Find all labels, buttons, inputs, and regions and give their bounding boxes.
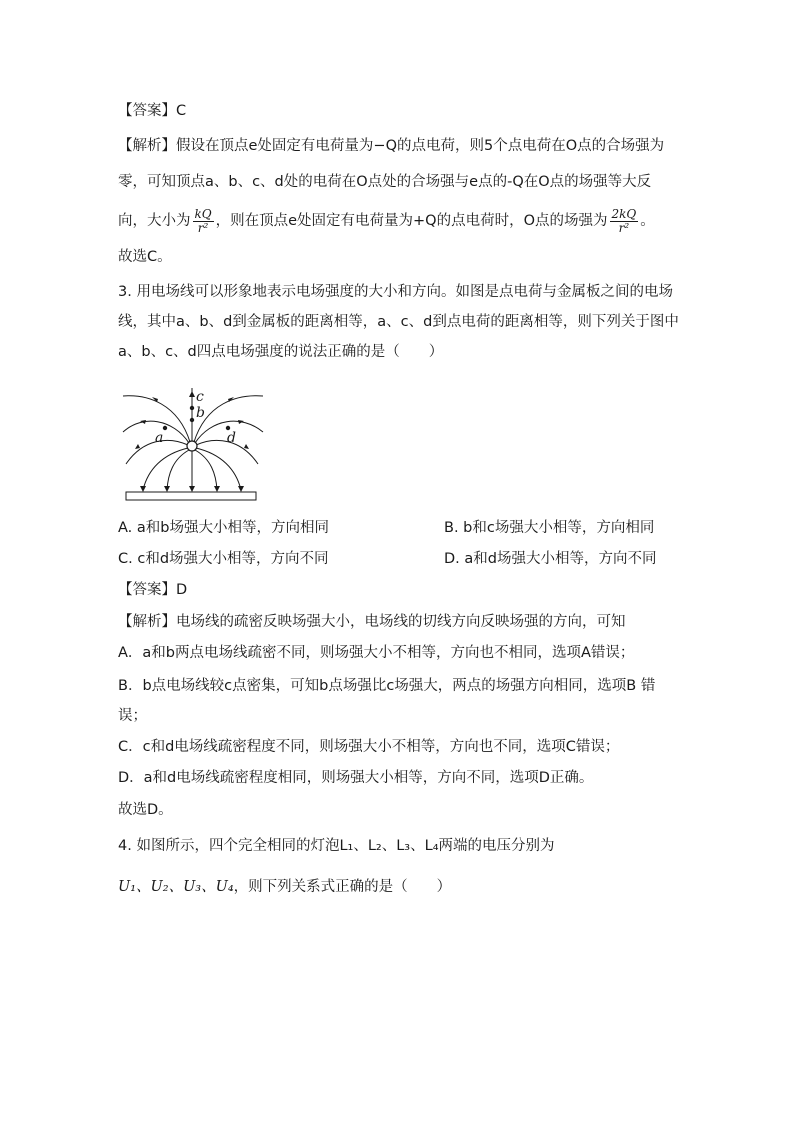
field-line-down-1 — [143, 448, 188, 490]
option-c[interactable]: C. c和d场强大小相等，方向不同 — [118, 551, 329, 567]
field-line-down-5 — [196, 448, 241, 490]
label-b: b — [196, 405, 205, 421]
option-b[interactable]: B. b和c场强大小相等，方向相同 — [444, 520, 655, 536]
point-b-dot — [190, 418, 194, 422]
answer-value: C — [176, 103, 187, 119]
point-charge — [187, 441, 197, 451]
q3-stem-line-1: 3. 用电场线可以形象地表示电场强度的大小和方向。如图是点电荷与金属板之间的电场 — [118, 284, 673, 300]
q3-analysis-line-2: A．a和b两点电场线疏密不同，则场强大小不相等，方向也不相同，选项A错误； — [118, 645, 635, 661]
q3-stem-line-3: a、b、c、d四点电场强度的说法正确的是（ ） — [118, 344, 444, 360]
q3-analysis-line-6: D．a和d电场线疏密程度相同，则场强大小相等，方向不同，选项D正确。 — [118, 770, 594, 786]
fraction-2kq-r2: $\frac{2kQ}{\text{r²}}$ — [611, 206, 637, 235]
field-line-down-4 — [195, 450, 217, 490]
point-a-dot — [163, 426, 167, 430]
q3-stem-line-2: 线，其中a、b、d到金属板的距离相等，a、c、d到点电荷的距离相等，则下列关于图中 — [118, 314, 679, 330]
label-a: a — [155, 430, 164, 446]
fraction-kq-r2: $\frac{kQ}{\text{r²}}$ — [194, 206, 212, 235]
q3-analysis-line-1: 【解析】电场线的疏密反映场强大小，电场线的切线方向反映场强的方向，可知 — [118, 614, 626, 630]
q2-analysis-line-3: 向，大小为 $\frac{kQ}{\text{r²}}$ ，则在顶点e处固定有电荷量为+Q的点电荷时，O点的场强为 $\frac{2kQ}{\text{r²}}$ 。 — [118, 206, 655, 235]
q3-analysis-line-3: B．b点电场线较c点密集，可知b点场强比c场强大，两点的场强方向相同，选项B 错 — [118, 678, 656, 694]
q4-stem-line-1: 4. 如图所示，四个完全相同的灯泡L₁、L₂、L₃、L₄两端的电压分别为 — [118, 838, 555, 854]
q2-conclusion: 故选C。 — [118, 249, 172, 265]
option-d[interactable]: D. a和d场强大小相等，方向不同 — [444, 551, 657, 567]
option-a[interactable]: A. a和b场强大小相等，方向相同 — [118, 520, 329, 536]
q3-analysis-line-4: 误； — [118, 708, 147, 724]
analysis-label: 【解析】 — [118, 138, 176, 154]
q2-answer-line — [118, 101, 678, 121]
field-line-figure — [118, 384, 268, 506]
label-d: d — [227, 430, 236, 446]
answer-label: 【答案】 — [118, 103, 176, 119]
q2-analysis-line-1: 【解析】假设在顶点e处固定有电荷量为−Q的点电荷，则5个点电荷在O点的合场强为 — [118, 138, 665, 154]
metal-plate — [126, 492, 256, 500]
field-line-down-2 — [167, 450, 189, 490]
q2-analysis-line-2: 零，可知顶点a、b、c、d处的电荷在O点处的合场强与e点的-Q在O点的场强等大反 — [118, 174, 652, 190]
label-c: c — [196, 389, 204, 405]
q3-conclusion: 故选D。 — [118, 802, 173, 818]
q3-answer-line: 【答案】D — [118, 582, 188, 598]
point-c-dot — [190, 406, 194, 410]
q4-stem-line-2: U₁、U₂、U₃、U₄，则下列关系式正确的是（ ） — [118, 879, 452, 895]
q3-analysis-line-5: C．c和d电场线疏密程度不同，则场强大小不相等，方向也不同，选项C错误； — [118, 739, 620, 755]
